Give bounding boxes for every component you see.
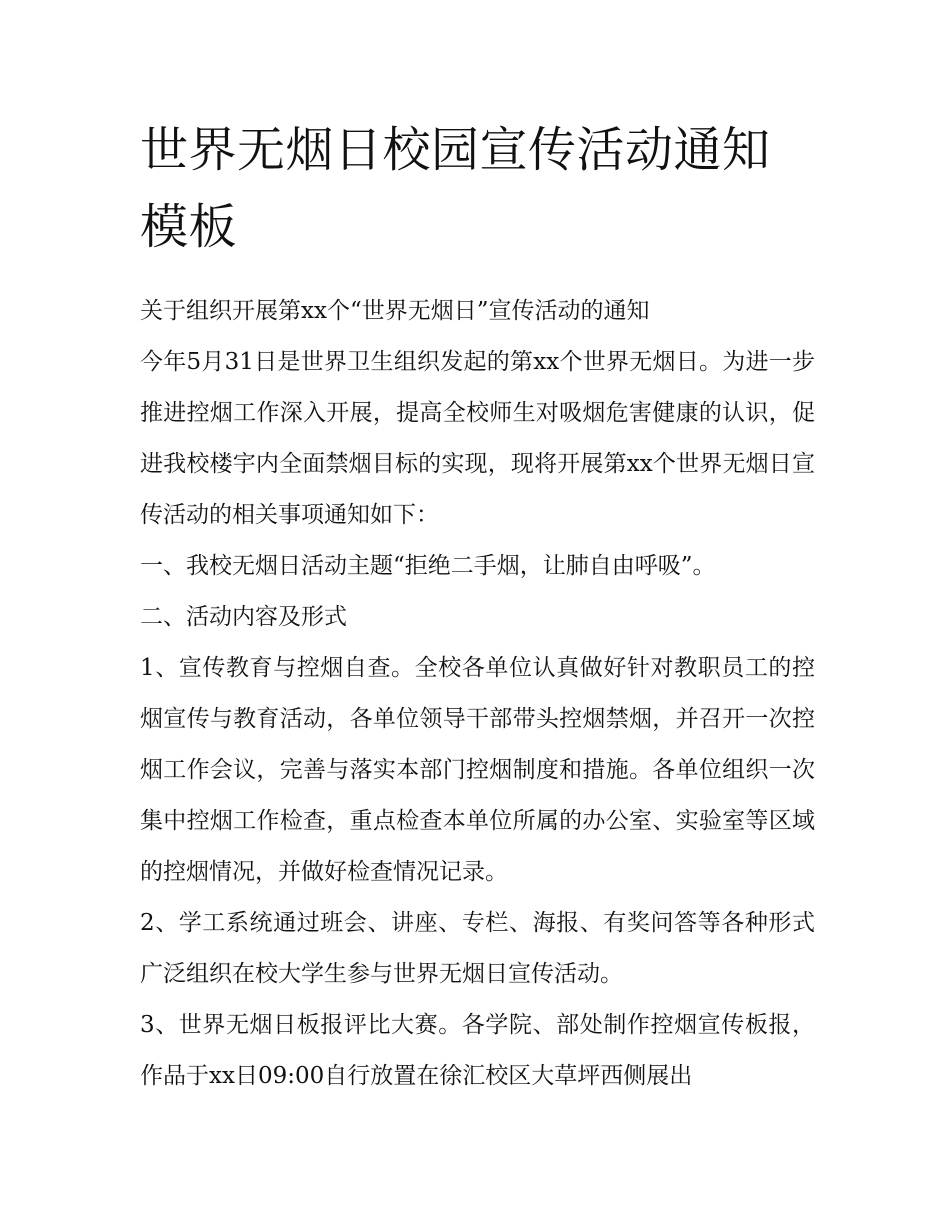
document-title: 世界无烟日校园宣传活动通知模板 [140, 122, 771, 255]
intro-paragraph: 今年5月31日是世界卫生组织发起的第xx个世界无烟日。为进一步推进控烟工作深入开展，提高全校师生对吸烟危害健康的认识，促进我校楼宇内全面禁烟目标的实现，现将开展第xx个世界无烟日宣传活动的相关事项通知如下： [140, 349, 815, 528]
item-2-paragraph: 2、学工系统通过班会、讲座、专栏、海报、有奖问答等各种形式广泛组织在校大学生参与世界无烟日宣传活动。 [140, 910, 815, 987]
document-page [140, 112, 815, 1102]
item-3-paragraph: 3、世界无烟日板报评比大赛。各学院、部处制作控烟宣传板报，作品于xx日09:00自行放置在徐汇校区大草坪西侧展出 [140, 1012, 815, 1089]
notice-heading: 关于组织开展第xx个“世界无烟日”宣传活动的通知 [140, 298, 650, 324]
section-theme: 一、我校无烟日活动主题“拒绝二手烟，让肺自由呼吸”。 [140, 553, 716, 579]
item-1-paragraph: 1、宣传教育与控烟自查。全校各单位认真做好针对教职员工的控烟宣传与教育活动，各单位领导干部带头控烟禁烟，并召开一次控烟工作会议，完善与落实本部门控烟制度和措施。各单位组织一次集中控烟工作检查，重点检查本单位所属的办公室、实验室等区域的控烟情况，并做好检查情况记录。 [140, 655, 815, 885]
section-content-heading: 二、活动内容及形式 [140, 604, 347, 630]
